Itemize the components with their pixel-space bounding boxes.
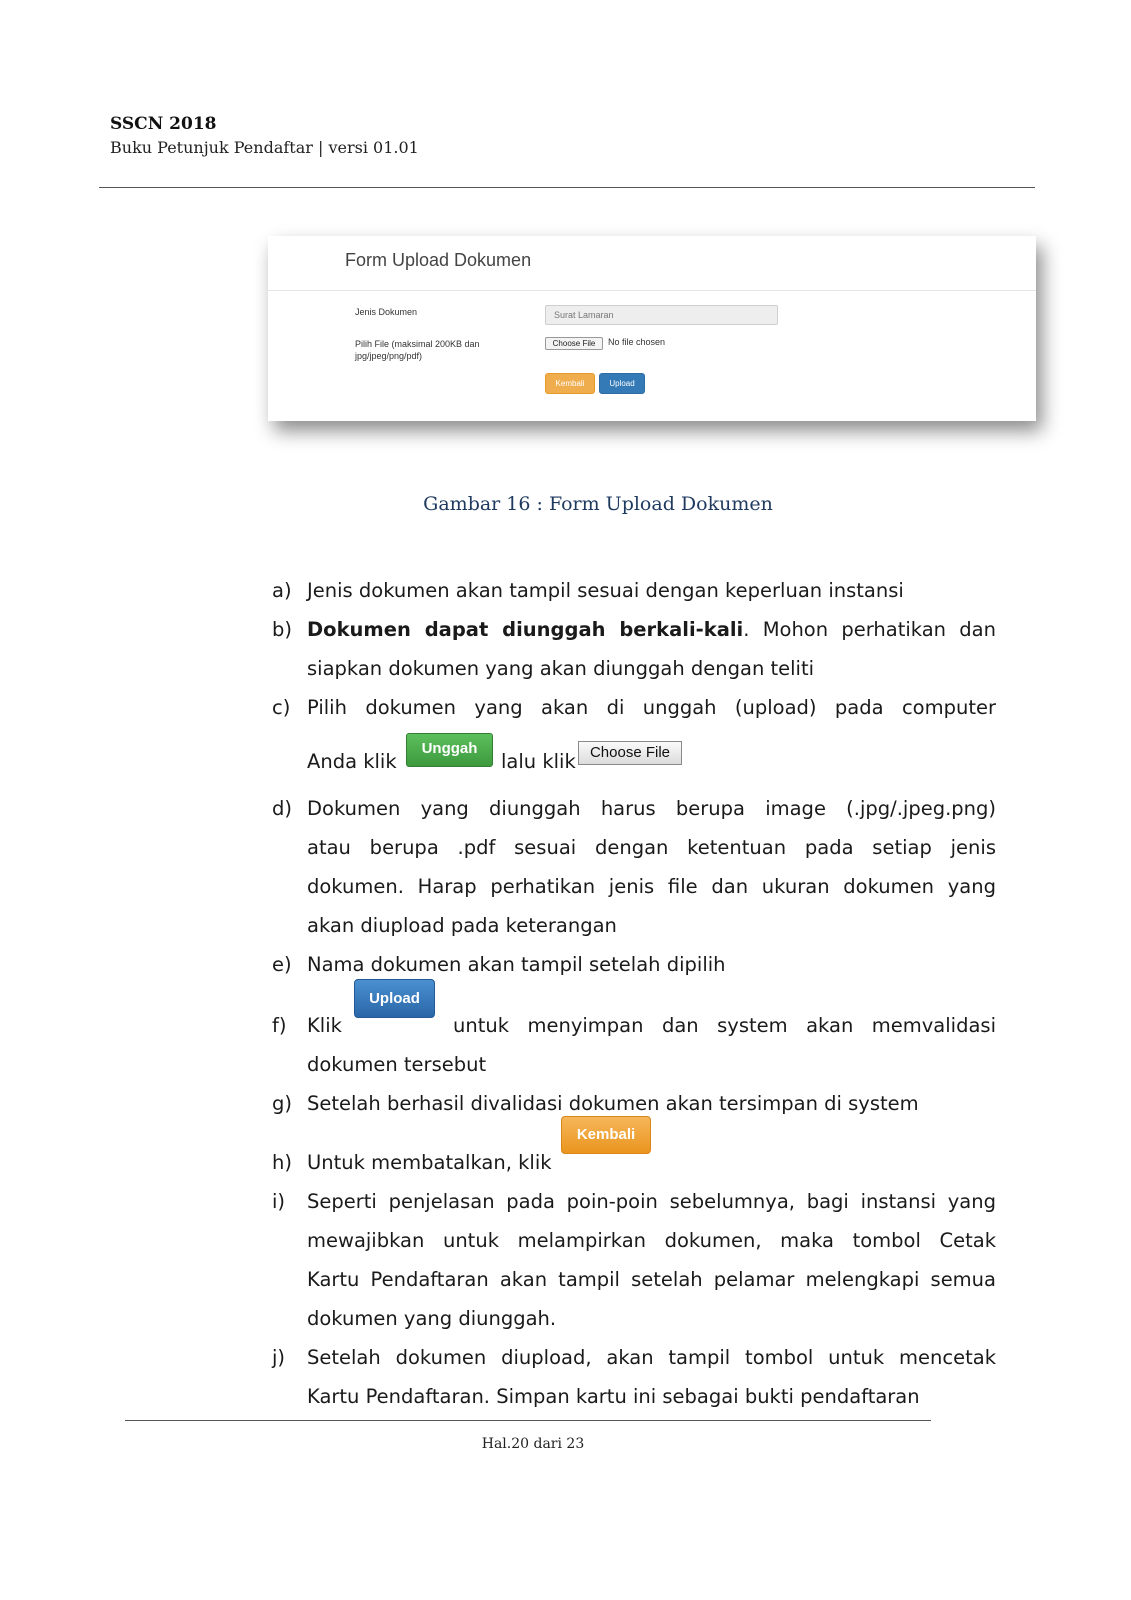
item-h-marker: h)	[272, 1151, 292, 1174]
item-b-marker: b)	[272, 618, 292, 641]
item-d-line3: dokumen. Harap perhatikan jenis file dan ukuran dokumen yang	[307, 875, 996, 898]
pilih-file-label: Pilih File (maksimal 200KB dan jpg/jpeg/png/pdf)	[355, 339, 480, 361]
item-d-line2: atau berupa .pdf sesuai dengan ketentuan pada setiap jenis	[307, 836, 996, 859]
item-d-line4: akan diupload pada keterangan	[307, 914, 617, 937]
item-j-marker: j)	[272, 1346, 286, 1369]
item-i-marker: i)	[272, 1190, 286, 1213]
choose-file-large-button[interactable]: Choose File	[578, 741, 682, 765]
item-f-pre: Klik	[307, 1014, 342, 1037]
item-c-line1: Pilih dokumen yang akan di unggah (upload) pada computer	[307, 696, 996, 719]
item-b-rest: . Mohon perhatikan dan	[743, 618, 996, 641]
item-b-line2: siapkan dokumen yang akan diunggah dengan teliti	[307, 657, 815, 680]
item-d-line1: Dokumen yang diunggah harus berupa image (.jpg/.jpeg.png)	[307, 797, 996, 820]
item-i-line2: mewajibkan untuk melampirkan dokumen, maka tombol Cetak	[307, 1229, 996, 1252]
item-g-text: Setelah berhasil divalidasi dokumen akan tersimpan di system	[307, 1092, 919, 1115]
item-i-line1: Seperti penjelasan pada poin-poin sebelumnya, bagi instansi yang	[307, 1190, 996, 1213]
item-e-marker: e)	[272, 953, 292, 976]
form-upload-screenshot	[268, 236, 1036, 421]
no-file-text: No file chosen	[608, 337, 666, 347]
item-f-line2: dokumen tersebut	[307, 1053, 487, 1076]
header-divider	[99, 187, 1035, 188]
doc-title: SSCN 2018	[110, 114, 217, 134]
form-divider	[268, 290, 1036, 291]
item-j-line2: Kartu Pendaftaran. Simpan kartu ini sebagai bukti pendaftaran	[307, 1385, 920, 1408]
upload-button[interactable]: Upload	[599, 373, 645, 394]
kembali-button[interactable]: Kembali	[545, 373, 595, 394]
item-c-marker: c)	[272, 696, 291, 719]
item-f-marker: f)	[272, 1014, 287, 1037]
item-h-text: Untuk membatalkan, klik	[307, 1151, 552, 1174]
item-d-marker: d)	[272, 797, 292, 820]
unggah-button[interactable]: Unggah	[406, 733, 493, 767]
page-number: Hal.20 dari 23	[481, 1436, 585, 1452]
jenis-dokumen-label: Jenis Dokumen	[355, 307, 418, 317]
item-g-marker: g)	[272, 1092, 292, 1115]
item-a-marker: a)	[272, 579, 292, 602]
item-b-bold: Dokumen dapat diunggah berkali-kali	[307, 618, 744, 641]
item-i-line3: Kartu Pendaftaran akan tampil setelah pelamar melengkapi semua	[307, 1268, 996, 1291]
footer-divider	[125, 1420, 931, 1421]
jenis-dokumen-value: Surat Lamaran	[554, 310, 614, 320]
figure-caption: Gambar 16 : Form Upload Dokumen	[423, 493, 773, 515]
item-i-line4: dokumen yang diunggah.	[307, 1307, 557, 1330]
form-title: Form Upload Dokumen	[345, 250, 532, 270]
item-f-post: untuk menyimpan dan system akan memvalidasi	[453, 1014, 996, 1037]
item-a-text: Jenis dokumen akan tampil sesuai dengan keperluan instansi	[307, 579, 904, 602]
upload-large-button[interactable]: Upload	[354, 979, 435, 1018]
kembali-large-button[interactable]: Kembali	[561, 1116, 651, 1154]
item-j-line1: Setelah dokumen diupload, akan tampil tombol untuk mencetak	[307, 1346, 996, 1369]
jenis-dokumen-field[interactable]	[545, 305, 778, 325]
item-c-pre: Anda klik	[307, 750, 397, 773]
item-e-text: Nama dokumen akan tampil setelah dipilih	[307, 953, 726, 976]
doc-subtitle: Buku Petunjuk Pendaftar | versi 01.01	[110, 138, 419, 157]
choose-file-button[interactable]: Choose File	[545, 337, 603, 350]
item-c-mid: lalu klik	[501, 750, 576, 773]
item-b-line1	[307, 618, 996, 641]
